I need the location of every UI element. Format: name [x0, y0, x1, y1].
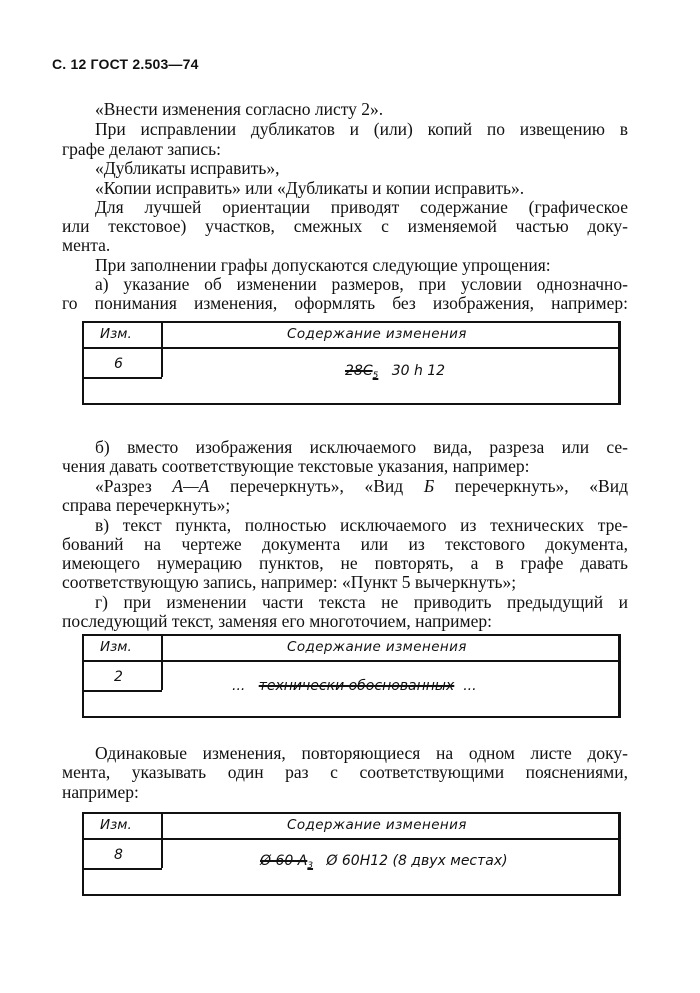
column-header-content: Содержание изменения	[287, 326, 467, 342]
column-header-content: Содержание изменения	[287, 639, 467, 655]
text-line: а) указание об изменении размеров, при условии однозначно-	[95, 274, 628, 294]
change-content	[345, 363, 445, 381]
page-header: С. 12 ГОСТ 2.503—74	[52, 56, 199, 72]
change-table-1	[82, 321, 620, 403]
change-number: 2	[114, 669, 123, 685]
text-line: справа перечеркнуть»;	[62, 495, 231, 515]
struck-value: технически обоснованных	[258, 678, 455, 694]
column-header-izm: Изм.	[100, 817, 132, 833]
table-number-cell-bottom	[82, 377, 162, 379]
change-content	[232, 678, 477, 694]
struck-value: Ø 60 $А_3$	[260, 853, 314, 871]
text-line: «Разрез А—А перечеркнуть», «Вид Б перечеркнуть», «Вид	[95, 476, 628, 496]
text-line: соответствующую запись, например: «Пункт 5 вычеркнуть»;	[62, 572, 517, 592]
change-number: 6	[114, 356, 123, 372]
struck-value: $28С_5$	[345, 363, 379, 381]
text-line: «Внести изменения согласно листу 2».	[95, 99, 384, 119]
change-table-3	[82, 812, 620, 894]
text-line: последующий текст, заменяя его многоточием, например:	[62, 611, 492, 631]
text-line: или текстовое) участков, смежных с изменяемой частью доку-	[62, 216, 628, 236]
table-column-divider	[161, 812, 163, 868]
table-number-cell-bottom	[82, 868, 162, 870]
text-line: чения давать соответствующие текстовые указания, например:	[62, 456, 530, 476]
table-column-divider	[161, 321, 163, 377]
new-value: Ø 60Н12 (8 двух местах)	[326, 853, 508, 869]
change-content	[260, 853, 508, 871]
table-number-cell-bottom	[82, 690, 162, 692]
text-line: в) текст пункта, полностью исключаемого из технических тре-	[95, 515, 628, 535]
text-line: мента, указывать один раз с соответствующими пояснениями,	[62, 762, 628, 782]
text-line: Одинаковые изменения, повторяющиеся на одном листе доку-	[95, 743, 628, 763]
ellipsis-before: ...	[232, 678, 246, 694]
text-line: например:	[62, 782, 139, 802]
text-line: графе делают запись:	[62, 139, 222, 159]
column-header-izm: Изм.	[100, 326, 132, 342]
text-line: При исправлении дубликатов и (или) копий по извещению в	[95, 119, 628, 139]
column-header-content: Содержание изменения	[287, 817, 467, 833]
text-line: имеющего нумерацию пунктов, не повторять, а в графе давать	[62, 553, 628, 573]
text-line: «Дубликаты исправить»,	[95, 158, 280, 178]
text-line: При заполнении графы допускаются следующие упрощения:	[95, 255, 551, 275]
text-line: бований на чертеже документа или из текстового документа,	[62, 534, 628, 554]
text-line: «Копии исправить» или «Дубликаты и копии исправить».	[95, 178, 525, 198]
change-table-2	[82, 634, 620, 716]
ellipsis-after: ...	[463, 678, 477, 694]
text-line: Для лучшей ориентации приводят содержание (графическое	[95, 197, 628, 217]
table-column-divider	[161, 634, 163, 690]
new-value: 30 h 12	[391, 363, 446, 379]
column-header-izm: Изм.	[100, 639, 132, 655]
text-line: го понимания изменения, оформлять без изображения, например:	[62, 293, 628, 313]
text-line: мента.	[62, 235, 111, 255]
text-line: г) при изменении части текста не приводить предыдущий и	[95, 592, 628, 612]
change-number: 8	[114, 847, 123, 863]
text-line: б) вместо изображения исключаемого вида, разреза или се-	[95, 437, 628, 457]
